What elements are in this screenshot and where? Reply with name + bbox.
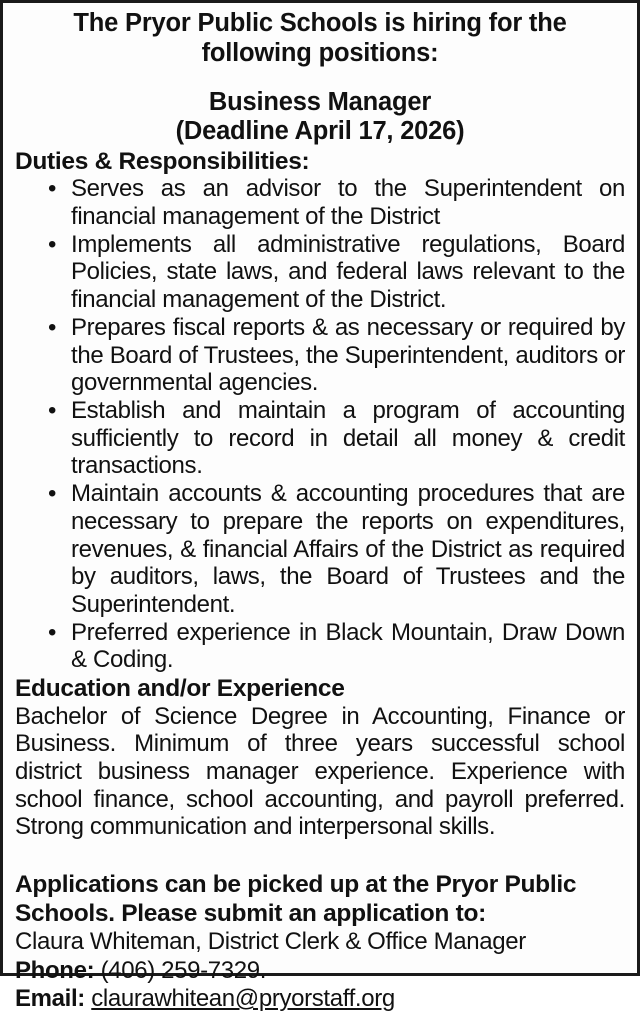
phone-line bbox=[15, 957, 625, 986]
duty-text: Maintain accounts & accounting procedures that are necessary to prepare the reports on expenditures, revenues, & financial Affairs of the District as required by auditors, laws, the Board of Trustees and the Superintendent. bbox=[71, 480, 625, 618]
ad-headline: The Pryor Public Schools is hiring for the following positions: bbox=[73, 9, 567, 67]
education-heading: Education and/or Experience bbox=[15, 675, 345, 703]
education-text: Bachelor of Science Degree in Accounting, Finance or Business. Minimum of three years successful school district business manager experience. Experience with school finance, school accounting, and payroll preferred. Strong communication and interpersonal skills. bbox=[15, 702, 625, 841]
position-title: Business Manager bbox=[208, 88, 432, 117]
duty-text: Serves as an advisor to the Superintendent on financial management of the District bbox=[71, 175, 625, 230]
application-instructions-line2: Schools. Please submit an application to: bbox=[15, 899, 486, 927]
email-line bbox=[15, 985, 625, 1014]
bullet-icon: • bbox=[48, 230, 57, 258]
duty-text: Implements all administrative regulations, Board Policies, state laws, and federal laws relevant to the financial management of the District. bbox=[71, 230, 625, 314]
list-item bbox=[15, 231, 625, 314]
application-deadline: (Deadline April 17, 2026) bbox=[175, 117, 465, 146]
bullet-icon: • bbox=[48, 618, 57, 646]
application-instructions-line1: Applications can be picked up at the Pryor Public bbox=[15, 871, 577, 899]
email-label: Email: bbox=[15, 985, 85, 1013]
duty-text: Preferred experience in Black Mountain, Draw Down & Coding. bbox=[71, 618, 625, 674]
list-item bbox=[15, 175, 625, 230]
bullet-icon: • bbox=[48, 313, 57, 341]
bullet-icon: • bbox=[48, 396, 57, 424]
headline-spacer bbox=[15, 68, 625, 88]
list-item bbox=[15, 397, 625, 480]
ad-content bbox=[3, 3, 637, 1014]
section-gap bbox=[15, 841, 625, 871]
contact-name: Claura Whiteman, District Clerk & Office Manager bbox=[15, 928, 526, 955]
phone-value: (406) 259-7329. bbox=[100, 956, 267, 984]
duty-text: Establish and maintain a program of accounting sufficiently to record in detail all money & credit transactions. bbox=[71, 396, 625, 480]
list-item bbox=[15, 619, 625, 674]
duties-list bbox=[15, 175, 625, 674]
duty-text: Prepares fiscal reports & as necessary or required by the Board of Trustees, the Superintendent, auditors or governmental agencies. bbox=[71, 313, 625, 397]
application-instructions bbox=[15, 871, 625, 928]
list-item bbox=[15, 314, 625, 397]
list-item bbox=[15, 480, 625, 619]
bullet-icon: • bbox=[48, 175, 57, 203]
duties-heading: Duties & Responsibilities: bbox=[15, 147, 310, 175]
email-value[interactable]: claurawhitean@pryorstaff.org bbox=[91, 985, 395, 1013]
phone-label: Phone: bbox=[15, 956, 95, 984]
bullet-icon: • bbox=[48, 480, 57, 508]
